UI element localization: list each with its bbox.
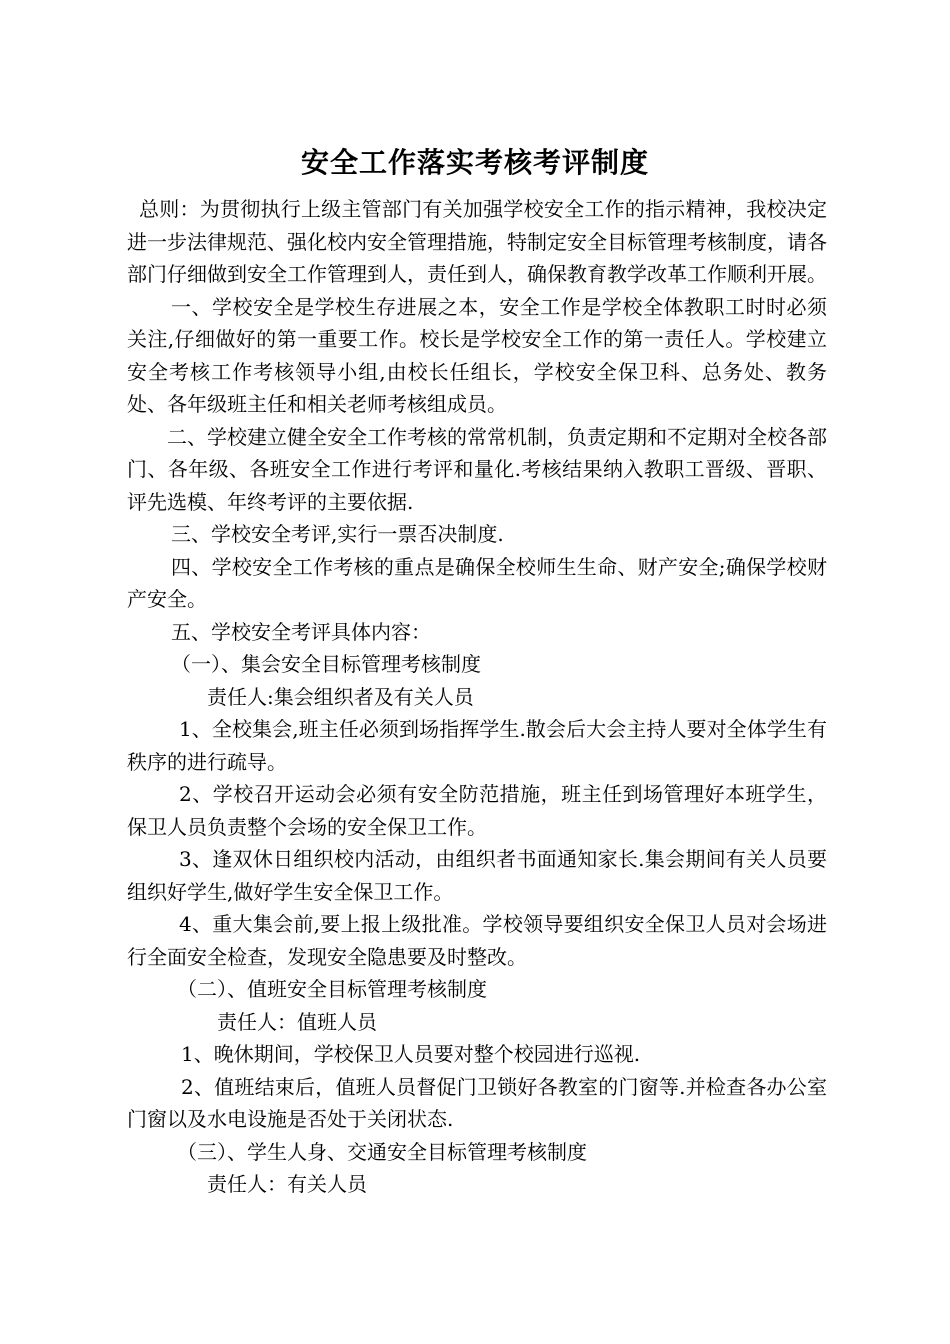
subsection-1-item-1: 1、全校集会,班主任必须到场指挥学生.散会后大会主持人要对全体学生有秩序的进行疏导。 <box>127 717 827 774</box>
section-2-paragraph: 二、学校建立健全安全工作考核的常常机制，负责定期和不定期对全校各部门、各年级、各班安全工作进行考评和量化.考核结果纳入教职工晋级、晋职、评先选模、年终考评的主要依据. <box>127 424 827 514</box>
subsection-1-responsible: 责任人:集会组织者及有关人员 <box>207 684 474 709</box>
subsection-1-heading: （一）、集会安全目标管理考核制度 <box>171 652 481 676</box>
subsection-1-item-3: 3、逢双休日组织校内活动，由组织者书面通知家长.集会期间有关人员要组织好学生,做好学生安全保卫工作。 <box>127 847 827 904</box>
document-body <box>127 193 827 1201</box>
subsection-3-heading: （三）、学生人身、交通安全目标管理考核制度 <box>177 1139 587 1164</box>
document-title: 安全工作落实考核考评制度 <box>300 146 649 179</box>
subsection-2-item-2: 2、值班结束后，值班人员督促门卫锁好各教室的门窗等.并检查各办公室门窗以及水电设施是否处于关闭状态. <box>127 1074 827 1131</box>
section-3-paragraph: 三、学校安全考评,实行一票否决制度. <box>171 522 504 546</box>
section-5-heading: 五、学校安全考评具体内容： <box>171 619 431 644</box>
subsection-1-item-2: 2、学校召开运动会必须有安全防范措施，班主任到场管理好本班学生，保卫人员负责整个会场的安全保卫工作。 <box>127 782 827 839</box>
section-1-paragraph: 一、学校安全是学校生存进展之本，安全工作是学校全体教职工时时必须关注,仔细做好的第一重要工作。校长是学校安全工作的第一责任人。学校建立安全考核工作考核领导小组,由校长任组长，学校安全保卫科、总务处、教务处、各年级班主任和相关老师考核组成员。 <box>127 294 827 416</box>
subsection-3-responsible: 责任人：有关人员 <box>207 1172 367 1196</box>
general-principle-paragraph: 总则：为贯彻执行上级主管部门有关加强学校安全工作的指示精神，我校决定进一步法律规范、强化校内安全管理措施，特制定安全目标管理考核制度，请各部门仔细做到安全工作管理到人，责任到人，确保教育教学改革工作顺利开展。 <box>127 197 827 286</box>
subsection-1-item-4: 4、重大集会前,要上报上级批准。学校领导要组织安全保卫人员对会场进行全面安全检查，发现安全隐患要及时整改。 <box>127 912 827 969</box>
section-4-paragraph: 四、学校安全工作考核的重点是确保全校师生生命、财产安全;确保学校财产安全。 <box>127 554 827 611</box>
subsection-2-heading: （二）、值班安全目标管理考核制度 <box>177 977 487 1001</box>
subsection-2-responsible: 责任人：值班人员 <box>217 1009 377 1034</box>
subsection-2-item-1: 1、晚休期间，学校保卫人员要对整个校园进行巡视. <box>181 1042 641 1066</box>
